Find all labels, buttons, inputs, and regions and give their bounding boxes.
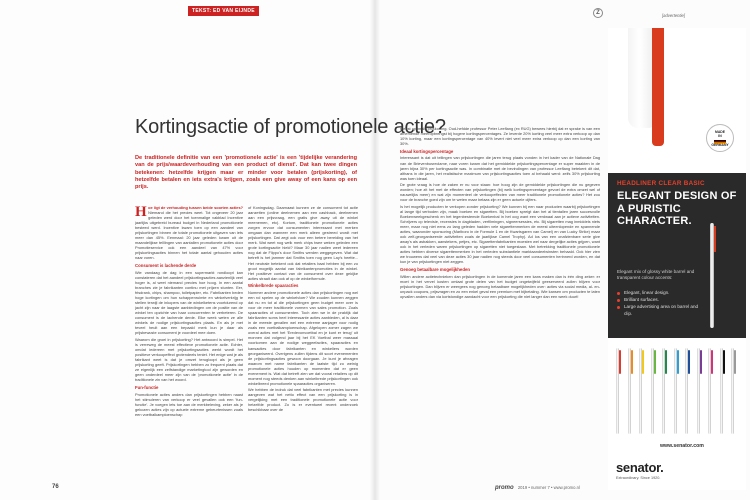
senator-advertisement [608, 28, 746, 490]
pen-clip-icon [688, 350, 690, 374]
subheading: Fun-functie [135, 384, 159, 390]
ad-feature: Brilliant surfaces. [617, 297, 699, 303]
made-in-germany-badge [706, 124, 734, 152]
pen-clip-icon [714, 226, 716, 252]
left-column-2 [248, 205, 358, 477]
pen-clip-icon [734, 350, 736, 374]
badge-text: GERMANY [711, 142, 729, 147]
subheading: Ideaal kortingspercentage [400, 148, 454, 154]
left-column-1 [135, 205, 243, 477]
paragraph [135, 205, 243, 261]
page-number-left: 76 [52, 484, 59, 490]
ad-hero [608, 28, 746, 173]
badge-text: MADE [715, 130, 725, 134]
pen-clip-icon [677, 350, 679, 374]
paragraph: Wie vandaag de dag in een supermarkt rondloopt kan constateren dat het aandeel prijskortingsacties aanzienlijk veel hoger is, al weet niemand precies hoe hoog. In een aantal branches zie je fabrikanten continu met prijzen stunten. Eer, frisdrank, chips, shampoo, toiletpapier, etc. Fabrikanten beden hoge kortingen om hun schappenruimte en winkelverkrijg te stellen terwijl de inkopers van de winkelketens voortdurend op jacht zijn naar de laagste aanbiedingen om de positie van de winkel ten opzichte van haar concurrenten te verbeteren. De consument is de lachende derde. Elke week weten ze alle winkels de nodige prijskortingsacties plaats. En als je met teveel heult aan een bepaald merk kun je daar als prijsbewuste consument je voordeel mee doen. [135, 269, 243, 336]
pen-clip-icon [619, 350, 621, 374]
paragraph: Promotionele acties anders dan prijskortingen hebben naast het stimuleren van verkoop er veel gevallen ook een 'fun-functie'. Je voegen iets toe aan de merkbeleving, zeker als je gekozen acties zijn op actuele extreme gebeurtenissen zoals een voetbalkampioenschap [135, 391, 243, 417]
z-logo-icon: Z [593, 8, 603, 18]
drop-cap: H [135, 205, 147, 220]
ad-product-name: HEADLINER CLEAR BASIC [617, 180, 705, 187]
pen-clip-icon [631, 350, 633, 374]
page-gutter [370, 0, 380, 500]
pen-clip-icon [700, 350, 702, 374]
senator-logo: senator. [616, 460, 664, 475]
ad-feature: Large advertising area on barrel and clip. [617, 304, 699, 316]
ad-headline: ELEGANT DESIGN OF A PURISTIC CHARACTER. [617, 190, 737, 227]
badge-text: IN [718, 133, 722, 138]
pen-clip-icon [711, 350, 713, 374]
paragraph: Waarom die groei in prijskorting? Het antwoord is simpel. Het is verreweg de meest effectieve promotionele actie. Echter, omdat iedereen met prijskortingsacties werkt wordt het positieve verkoopeffect grotendeels teniet. Het enige wat je als fabrikant weet is dat je omzet terugloopt als je geen prijskorting geeft. Prijskortingen hebben zo frequent plaats dat ze eigenlijk een zelfstandige marketingtool zijn geworden en geen onderdeel meer zijn van de 'promotionele actie' in de traditionele zin van het woord. [135, 336, 243, 383]
ad-url: www.senator.com [660, 443, 704, 449]
paragraph: of Koningsdag. Daarnaast kunnen ze de consument tot actie aanzetten (online deelnemen aan een cashback, deelnemen aan een prijsvraag, een gratis give away uit de winkel meenemen, etc). Kortom, traditionele promotionele acties zorgen ervoor dat consumenten interessant met merken omgaan dan wanneer een merk alleen gestreed wordt met prijskortingen. Dat zegt ook voor een betere bereiding van het merk. Wat weet nog welk merk chips twee weken geleden een grote kortingsactie hield? Maar 30 jaar nadien weet iedereen nog dat de Flippo's door Smiths werden weggegeven. Wat dat betreft is het jammer dat Smiths toen nog geen Lay's heette... Het neutrale betekent ook dat retailers baat hebben bij een zo groot mogelijk aantal van fabrikantenpromoties in de winkel. Het positieve contact van de consument over deze gekijke acties straalt dan ook af op de winkelformule. [248, 205, 358, 281]
article-intro: De traditionele definitie van een 'promotionele actie' is een 'tijdelijke verandering van de prijs/waardeverhouding van een product of dienst'. Dat kan twee dingen betekenen: hetzelfde krijgen maar er minder voor betalen (prijskorting), of hetzelfde betalen en iets extra's krijgen, zoals een give away of een kans op een prijs. [135, 155, 357, 191]
subheading: Genoeg betaalbare mogelijkheden [400, 266, 470, 272]
subheading: Winkelbrede spaaracties [248, 283, 299, 289]
ad-description: Elegant mix of glossy white barrel and transparent colour accents: [617, 269, 695, 280]
paragraph: De grote vraag is hoe de zaken er nu voor staan: hoe hoog zijn de gemiddelde prijskortingen die nu gegeven worden; hoe zit het met de effecten van prijskortingen (bij welk kortingspercentage gevoel de extra omzet wel of nauwelijks meer) en wat zijn momenteel de verkoopeffecten van meer traditionele promotionele acties? Het zou voor de branche goed zijn om te weten maar belaas zijn er geen actuele cijfers. [400, 182, 600, 203]
pen-clip-icon [665, 350, 667, 374]
ad-feature: Elegant, linear design. [617, 290, 699, 296]
paragraph: Willen andere actietechnieken dan prijskortingen in de komende jaren een kans maken dan is één ding zeker: er moet in het vervel kosten omlaat grote delen van het budget ongetwijfeld geeserveerd zullen blijven voor prijskortingen. Dan blijven er weergees nog genoeg betaalbare mogelijkheden over: acties via social media, al- en-unpack coupons, prijsvragen en zo een enkel geval een premium met bijbetaling. Wie kansen om producten te laten opvallen anders dan via kortstondige aandacht voor een prijskorting die niet langer dan een week duurt! [400, 273, 600, 299]
pen-clip-icon [652, 28, 664, 146]
paragraph: Nummer andere promotionele acties dan prijskortingen nog wel een rol spelen op de winkelvloer? We zouden kunnen zeggen dat nu en tot al die prijskortingen geen budget meer over is voor de meer traditionele vormen van sales promotion. Zoals spaaracties of consumenten. Toch zien we in de praktijk dat fabrikanten soms heel interessante acties aanbieden, al is daar in de meeste gevallen wel een extreme aanjager voor nodig zoals een voetbalkampioenschap. Afgelopen zomer zagen we overal acties met het 'Eredevonvoetbal en je kunt er terug' uit monnen dat volgend jaar bij het EK Voetbal weer massaal voorkomen aan de nodige weggeefacties, spaaracties en kansacties door fabrikanten en winkeliers worden georganiseerd. Overigens zullen tijdens dit soort evenementen de prijskortingsacties gewoon doorgaan. Je kunt je afvragen waarom met name fabrikanten de laatste tijd zo weinig promotionele acties houden op momenten dat er geen evenement is. Wat dat betreft zien we dat vooral retailers op dit moment nog steeds denken aan winkelbrede prijskortingen ook winkelbreed promotionele spaaracties organiseren. [248, 289, 358, 386]
author-tag: TEKST: ED VAN EIJNDE [188, 6, 259, 16]
right-column [400, 126, 600, 478]
lead-in: oe ligt de verhouding tussen beide soorten acties? [148, 205, 243, 210]
paragraph: We hebben de indruk dat veel fabrikanten met precies kunnen aangeven wat het netto effect van een prijskorting is in vergelijking met een traditionele promotionele actie voor hetzelfde product. Zo is er eventueel recent onderzoek beschikbaar over de [248, 387, 358, 413]
color-pens-row [612, 348, 744, 440]
subheading: Consument is lachende derde [135, 263, 197, 269]
pen-clip-icon [654, 350, 656, 374]
article-title: Kortingsactie of promotionele actie? [135, 116, 446, 138]
pen-clip-icon [642, 350, 644, 374]
brand-tagline: Extraordinary. Since 1920. [616, 476, 661, 480]
paragraph: meest optimale prijskorting. Oud-hefdde professor Peter Leeflang (ex RUG) bewees hierbij dat er sprake is van een afnemende meeropbrengst bij hogere kortingspercentages. Ze leverde 20% korting veel meer extra verkoop op dan 10% korting, maar een kortingspercentage van 40% levert niet veel meer extra verkoop op dan een korting van 30%. [400, 126, 600, 147]
footer-issue-text: 2019 • nummer 7 • www.promo.nl [517, 485, 580, 490]
page-footer [495, 485, 580, 491]
pen-clip-icon [723, 350, 725, 374]
paragraph: Interessant is dat uit tellingen van prijskortingen die jaren terug plaats vonden in het kader van de Nationale Dag van de Brievenbusreclame, naar voren kwam dat het gemiddelde prijskortingspercentage er super maakten in de jaren bijna 30% per kortingsactie was. In combinatie met de bevindingen van professor Leeflang betekent dit dat, althans in die jaren, het realistische maximum van prijskortingsacties toen al behaald werd: zelfs 30% prijskorting was toen ideaal. [400, 155, 600, 181]
paragraph-text: Niemand die het precies weet. Tot ongeveer 20 jaar geleden werd door het toenmalige vakblad Incentive jaarlijks uitgebreid bureaul budget in Nederland promotionele besteed werd. Incentive kwam toen op een aandeel van prijskortingen binnen de totale promotionele uitgaven van iets meer dan 45%. Eenmaal: 20 jaar geleden kwam uit de maandelijkse telllingen van aantallen promotionele acties door Promotieservice ook een aandeel van 47% voor prijskortingsacties binnen het totale aantal gehouden acties naar voren. [135, 210, 243, 261]
paragraph: Is het mogelijk producten te verkopen zonder prijskorting? We kunnen bij een naar producten waarbij prijskortingen al lange tijd verboden zijn, maak boeken en sigaretten. Bij boeken spreigt dan het al tientallen jaren succesvolle Boekenweekgeschenk en het tegenbestemde Boekenbal in het oog want een verdwaal aan je actieve activiteiten. Schrijvers op televisie, recensies in dagbladen, verfilmingen, signeersessies, etc. Bij sigaretten mag inmiddels niets meer, maar nog niet eens zo lang geleden hadden vele sigarettenmerken de meest uiteenlopende en spannende acties, waaronder sponsoring (Marlboro in de Formule 1 en de Kwartsgaren van Camel) en van Lucky Strike) maar ook zelf-georganiseerde activiteiten zoals de jaarlijkse Camel Trophy). Ad los van een onafzienbare serie give away's als asbakken, aanstekers, petjes, etc. Sigarettenfabrikanten moesten wel naar dergelijke acties grijpen, want ook in het verleden waren prijskortingen op sigaretten niet toegestaan. Met betrekking traditionele promotionele acties hebben diverse sigarettenmerken in het verleden substantiele marktaandeelwinsten behaald. Ook hier zien we trouwens dat veel van deze acties 30 jaar nadien nog steeds door veel consumenten herinnerd worden, en dat kun je van prijskortingen niet zeggen. [400, 203, 600, 265]
promo-logo: promo [495, 485, 514, 491]
advertisement-label: [advertentie] [662, 13, 686, 18]
ad-feature-list [617, 290, 699, 318]
